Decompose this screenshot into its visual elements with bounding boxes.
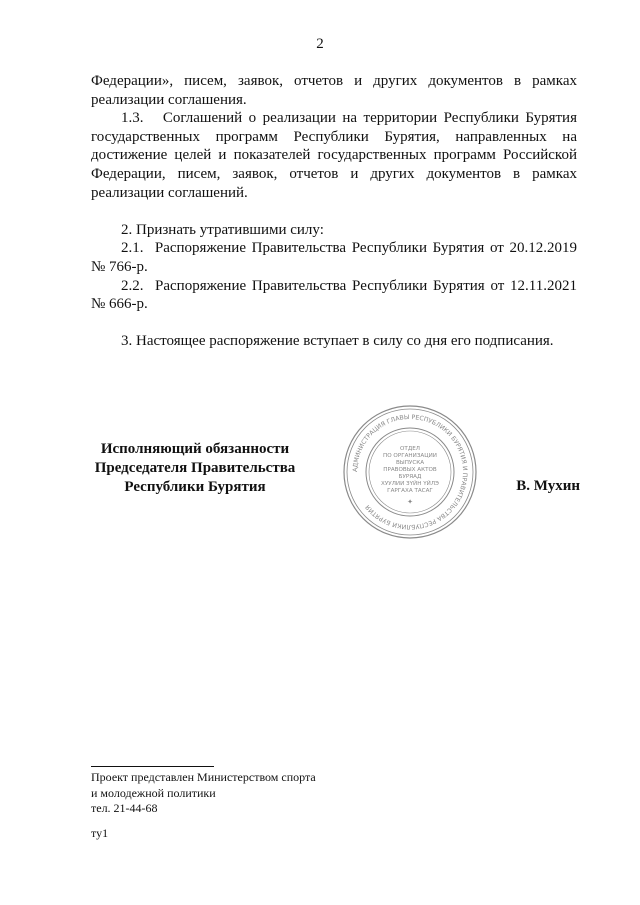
seal-ring-text: АДМИНИСТРАЦИЯ ГЛАВЫ РЕСПУБЛИКИ БУРЯТИЯ И ПРАВИТЕЛЬСТВА РЕСПУБЛИКИ БУРЯТИЯ xyxy=(351,413,469,531)
seal-line: ПРАВОВЫХ АКТОВ xyxy=(383,467,437,473)
paragraph-2-1: 2.1. Распоряжение Правительства Республики Бурятия от 20.12.2019 № 766-р. xyxy=(91,240,577,275)
seal-line: ХУУЛИИ ЗҮЙН ҮЙЛЭ xyxy=(381,481,439,487)
seal-line: ВЫПУСКА xyxy=(395,460,425,466)
paragraph-2: 2. Признать утратившими силу: xyxy=(121,221,324,238)
page-number: 2 xyxy=(316,36,324,52)
signatory-title-line: Республики Бурятия xyxy=(124,479,266,495)
footnote-line: Проект представлен Министерством спорта xyxy=(91,770,316,784)
seal-line: БУРЯАД xyxy=(398,474,422,480)
footnote xyxy=(91,770,316,817)
document-code: ту1 xyxy=(91,826,109,840)
signatory-title-line: Председателя Правительства xyxy=(94,460,296,476)
paragraph-3: 3. Настоящее распоряжение вступает в силу со дня его подписания. xyxy=(121,333,554,350)
signatory-name: В. Мухин xyxy=(516,478,580,494)
seal-line: ОТДЕЛ xyxy=(400,446,420,452)
signatory-title xyxy=(60,440,330,497)
official-seal xyxy=(341,404,479,540)
footnote-divider xyxy=(91,766,214,767)
paragraph-1-3: 1.3. Соглашений о реализации на территории Республики Бурятия государственных программ Республики Бурятия, направленных на достижение целей и показателей государственных программ Российской Федерации, писем, заявок, отчетов и других документов в рамках реализации соглашений. xyxy=(91,110,577,201)
paragraph-2-2: 2.2. Распоряжение Правительства Республики Бурятия от 12.11.2021 № 666-р. xyxy=(91,277,577,313)
paragraph-continuation: Федерации», писем, заявок, отчетов и других документов в рамках реализации соглашения. xyxy=(91,73,577,108)
signatory-title-line: Исполняющий обязанности xyxy=(100,441,290,457)
footnote-line: и молодежной политики xyxy=(91,785,216,800)
body-text xyxy=(91,72,577,351)
seal-star-icon: ✦ xyxy=(407,498,413,506)
seal-line: ПО ОРГАНИЗАЦИИ xyxy=(383,453,437,459)
seal-line: ГАРГАХА ТАСАГ xyxy=(387,488,433,494)
footnote-line: тел. 21-44-68 xyxy=(91,801,158,815)
